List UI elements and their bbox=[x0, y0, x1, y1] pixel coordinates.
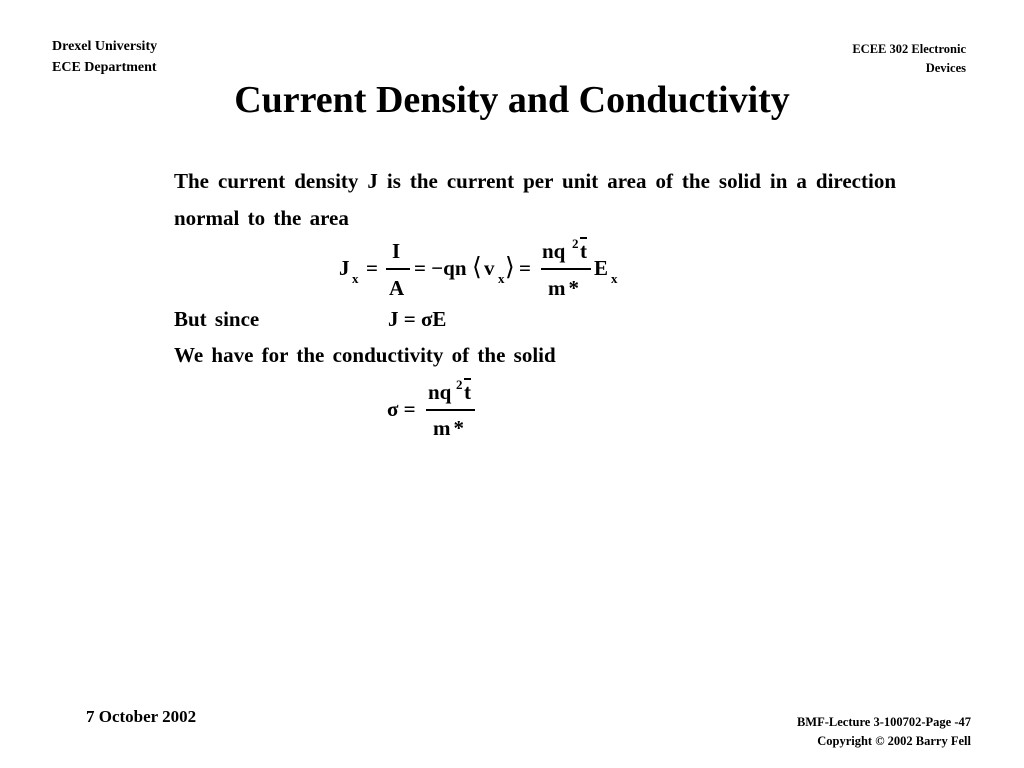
eq3-tau-bar: $\overline{t}$ bbox=[464, 380, 471, 404]
slide-footer-info bbox=[797, 713, 971, 751]
eq1-J: J bbox=[339, 256, 350, 280]
copyright-notice: Copyright © 2002 Barry Fell bbox=[817, 734, 971, 748]
eq1-v-subscript-x: x bbox=[498, 271, 505, 286]
eq1-right-angle: ⟩ bbox=[505, 254, 515, 281]
eq3-fraction-bar bbox=[426, 409, 475, 411]
course-name-line1: ECEE 302 Electronic bbox=[852, 42, 966, 56]
eq1-subscript-x: x bbox=[352, 271, 359, 286]
ohms-law-equation: J = σE bbox=[388, 307, 447, 331]
eq1-equals-c: = bbox=[519, 256, 531, 280]
slide-date: 7 October 2002 bbox=[86, 707, 197, 726]
institution-header bbox=[52, 36, 157, 78]
eq3-numerator-nq: nq bbox=[428, 380, 452, 404]
eq3-denominator-m-star: m* bbox=[433, 416, 467, 440]
eq1-equals-a: = bbox=[366, 256, 378, 280]
conductivity-intro-text: We have for the conductivity of the solid bbox=[174, 343, 556, 367]
eq1-denominator-A: A bbox=[389, 276, 405, 300]
lecture-page-id: BMF-Lecture 3-100702-Page -47 bbox=[796, 715, 971, 729]
eq1-numerator-I: I bbox=[392, 239, 401, 263]
eq1-v: v bbox=[484, 256, 495, 280]
eq1-left-angle: ⟨ bbox=[472, 254, 482, 281]
eq1-denominator-m-star: m* bbox=[548, 276, 582, 300]
university-name: Drexel University bbox=[52, 39, 158, 54]
slide-title: Current Density and Conductivity bbox=[234, 79, 790, 121]
but-since-text: But since bbox=[174, 307, 260, 331]
department-name: ECE Department bbox=[52, 60, 157, 75]
current-density-definition: The current density J is the current per unit area of the solid in a direction normal to the area bbox=[174, 169, 896, 230]
eq3-superscript-2: 2 bbox=[456, 377, 463, 392]
eq1-E-subscript-x: x bbox=[611, 271, 618, 286]
eq1-tau-bar: $\overline{t}$ bbox=[580, 239, 587, 263]
eq1-equals-qn: = −qn bbox=[414, 256, 467, 280]
eq3-sigma-equals: σ = bbox=[387, 397, 416, 421]
eq1-numerator-nq: nq bbox=[542, 239, 566, 263]
eq1-superscript-2: 2 bbox=[572, 236, 579, 251]
eq1-fraction-bar-1 bbox=[386, 268, 410, 270]
eq1-fraction-bar-2 bbox=[541, 268, 591, 270]
eq1-E: E bbox=[594, 256, 609, 280]
course-name-line2: Devices bbox=[925, 61, 966, 75]
course-header bbox=[852, 40, 966, 78]
